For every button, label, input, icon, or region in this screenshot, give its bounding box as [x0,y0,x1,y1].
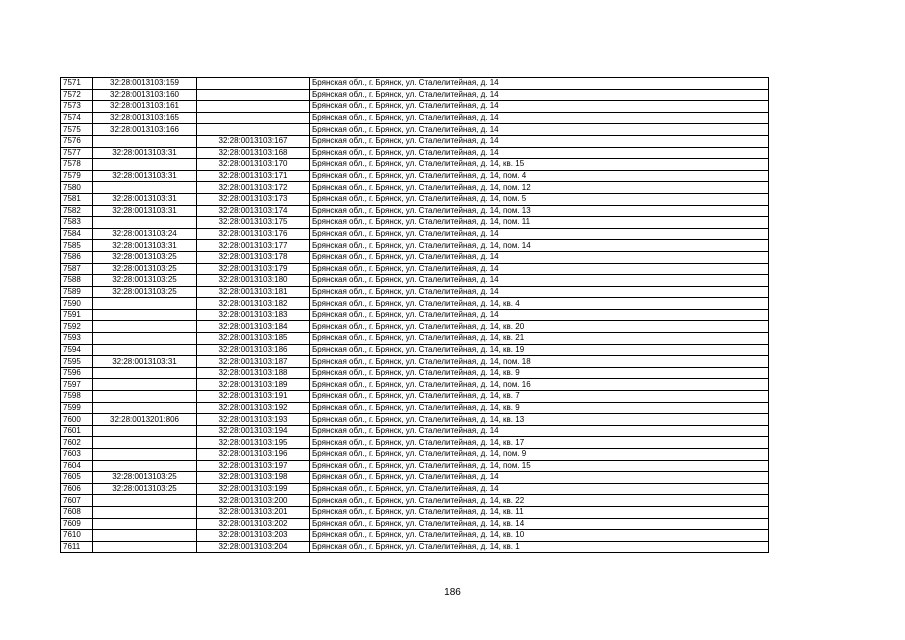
cadastral-number-cell: 32:28:0013103:191 [197,391,310,403]
parent-cadastral-number-cell [93,402,197,414]
address-cell: Брянская обл., г. Брянск, ул. Сталелитейная, д. 14 [310,275,769,287]
address-cell: Брянская обл., г. Брянск, ул. Сталелитейная, д. 14, кв. 9 [310,402,769,414]
row-number-cell: 7578 [61,159,93,171]
address-cell: Брянская обл., г. Брянск, ул. Сталелитейная, д. 14 [310,309,769,321]
table-row [61,78,769,90]
table-row [61,495,769,507]
table-row [61,159,769,171]
table-row [61,449,769,461]
address-cell: Брянская обл., г. Брянск, ул. Сталелитейная, д. 14 [310,101,769,113]
cadastral-number-cell [197,78,310,90]
parent-cadastral-number-cell: 32:28:0013103:25 [93,275,197,287]
cadastral-number-cell [197,101,310,113]
address-cell: Брянская обл., г. Брянск, ул. Сталелитейная, д. 14, кв. 20 [310,321,769,333]
cadastral-number-cell: 32:28:0013103:183 [197,309,310,321]
address-cell: Брянская обл., г. Брянск, ул. Сталелитейная, д. 14 [310,472,769,484]
address-cell: Брянская обл., г. Брянск, ул. Сталелитейная, д. 14, кв. 1 [310,541,769,553]
row-number-cell: 7589 [61,286,93,298]
parent-cadastral-number-cell [93,460,197,472]
table-row [61,437,769,449]
table-row [61,251,769,263]
cadastral-number-cell: 32:28:0013103:193 [197,414,310,426]
parent-cadastral-number-cell [93,518,197,530]
table-row [61,205,769,217]
address-cell: Брянская обл., г. Брянск, ул. Сталелитейная, д. 14, пом. 14 [310,240,769,252]
cadastral-number-cell: 32:28:0013103:197 [197,460,310,472]
table-row [61,89,769,101]
row-number-cell: 7573 [61,101,93,113]
cadastral-number-cell: 32:28:0013103:181 [197,286,310,298]
table-row [61,506,769,518]
table-row [61,402,769,414]
cadastral-number-cell [197,124,310,136]
cadastral-number-cell: 32:28:0013103:201 [197,506,310,518]
row-number-cell: 7603 [61,449,93,461]
parent-cadastral-number-cell [93,333,197,345]
address-cell: Брянская обл., г. Брянск, ул. Сталелитейная, д. 14 [310,78,769,90]
parent-cadastral-number-cell: 32:28:0013103:165 [93,112,197,124]
address-cell: Брянская обл., г. Брянск, ул. Сталелитейная, д. 14, кв. 15 [310,159,769,171]
row-number-cell: 7606 [61,483,93,495]
parent-cadastral-number-cell: 32:28:0013103:25 [93,263,197,275]
cadastral-number-cell: 32:28:0013103:184 [197,321,310,333]
parent-cadastral-number-cell: 32:28:0013103:161 [93,101,197,113]
parent-cadastral-number-cell [93,159,197,171]
address-cell: Брянская обл., г. Брянск, ул. Сталелитейная, д. 14, пом. 15 [310,460,769,472]
address-cell: Брянская обл., г. Брянск, ул. Сталелитейная, д. 14, кв. 4 [310,298,769,310]
row-number-cell: 7574 [61,112,93,124]
address-cell: Брянская обл., г. Брянск, ул. Сталелитейная, д. 14 [310,425,769,437]
registry-table [60,77,769,553]
cadastral-number-cell [197,112,310,124]
parent-cadastral-number-cell [93,437,197,449]
parent-cadastral-number-cell [93,425,197,437]
cadastral-number-cell: 32:28:0013103:167 [197,135,310,147]
address-cell: Брянская обл., г. Брянск, ул. Сталелитейная, д. 14, пом. 12 [310,182,769,194]
table-row [61,530,769,542]
table-row [61,414,769,426]
row-number-cell: 7579 [61,170,93,182]
cadastral-number-cell: 32:28:0013103:200 [197,495,310,507]
cadastral-number-cell: 32:28:0013103:173 [197,193,310,205]
cadastral-number-cell: 32:28:0013103:172 [197,182,310,194]
row-number-cell: 7582 [61,205,93,217]
cadastral-number-cell: 32:28:0013103:171 [197,170,310,182]
table-row [61,333,769,345]
parent-cadastral-number-cell: 32:28:0013103:159 [93,78,197,90]
row-number-cell: 7576 [61,135,93,147]
table-row [61,101,769,113]
row-number-cell: 7610 [61,530,93,542]
address-cell: Брянская обл., г. Брянск, ул. Сталелитейная, д. 14 [310,263,769,275]
row-number-cell: 7593 [61,333,93,345]
table-row [61,472,769,484]
row-number-cell: 7581 [61,193,93,205]
address-cell: Брянская обл., г. Брянск, ул. Сталелитейная, д. 14, кв. 11 [310,506,769,518]
cadastral-number-cell: 32:28:0013103:182 [197,298,310,310]
cadastral-number-cell: 32:28:0013103:195 [197,437,310,449]
table-row [61,182,769,194]
address-cell: Брянская обл., г. Брянск, ул. Сталелитейная, д. 14, кв. 10 [310,530,769,542]
cadastral-number-cell: 32:28:0013103:194 [197,425,310,437]
row-number-cell: 7604 [61,460,93,472]
table-row [61,321,769,333]
address-cell: Брянская обл., г. Брянск, ул. Сталелитейная, д. 14 [310,147,769,159]
cadastral-number-cell: 32:28:0013103:177 [197,240,310,252]
address-cell: Брянская обл., г. Брянск, ул. Сталелитейная, д. 14, кв. 9 [310,367,769,379]
row-number-cell: 7601 [61,425,93,437]
parent-cadastral-number-cell [93,495,197,507]
cadastral-number-cell: 32:28:0013103:189 [197,379,310,391]
table-row [61,135,769,147]
table-row [61,263,769,275]
cadastral-number-cell: 32:28:0013103:204 [197,541,310,553]
cadastral-number-cell: 32:28:0013103:168 [197,147,310,159]
cadastral-number-cell [197,89,310,101]
row-number-cell: 7587 [61,263,93,275]
row-number-cell: 7599 [61,402,93,414]
table-row [61,391,769,403]
row-number-cell: 7575 [61,124,93,136]
table-row [61,124,769,136]
row-number-cell: 7584 [61,228,93,240]
parent-cadastral-number-cell: 32:28:0013103:160 [93,89,197,101]
row-number-cell: 7594 [61,344,93,356]
parent-cadastral-number-cell [93,135,197,147]
row-number-cell: 7608 [61,506,93,518]
table-row [61,541,769,553]
row-number-cell: 7605 [61,472,93,484]
address-cell: Брянская обл., г. Брянск, ул. Сталелитейная, д. 14, пом. 11 [310,217,769,229]
address-cell: Брянская обл., г. Брянск, ул. Сталелитейная, д. 14, кв. 21 [310,333,769,345]
parent-cadastral-number-cell: 32:28:0013103:25 [93,251,197,263]
table-row [61,309,769,321]
row-number-cell: 7590 [61,298,93,310]
parent-cadastral-number-cell: 32:28:0013103:166 [93,124,197,136]
parent-cadastral-number-cell: 32:28:0013103:31 [93,240,197,252]
row-number-cell: 7607 [61,495,93,507]
cadastral-number-cell: 32:28:0013103:199 [197,483,310,495]
address-cell: Брянская обл., г. Брянск, ул. Сталелитейная, д. 14, пом. 13 [310,205,769,217]
cadastral-number-cell: 32:28:0013103:202 [197,518,310,530]
table-row [61,286,769,298]
table-row [61,483,769,495]
table-row [61,298,769,310]
row-number-cell: 7588 [61,275,93,287]
cadastral-number-cell: 32:28:0013103:178 [197,251,310,263]
cadastral-number-cell: 32:28:0013103:170 [197,159,310,171]
table-row [61,356,769,368]
cadastral-number-cell: 32:28:0013103:175 [197,217,310,229]
row-number-cell: 7602 [61,437,93,449]
table-row [61,170,769,182]
parent-cadastral-number-cell [93,344,197,356]
row-number-cell: 7595 [61,356,93,368]
row-number-cell: 7597 [61,379,93,391]
address-cell: Брянская обл., г. Брянск, ул. Сталелитейная, д. 14 [310,251,769,263]
cadastral-number-cell: 32:28:0013103:198 [197,472,310,484]
table-row [61,518,769,530]
cadastral-number-cell: 32:28:0013103:196 [197,449,310,461]
table-row [61,228,769,240]
parent-cadastral-number-cell [93,309,197,321]
parent-cadastral-number-cell [93,367,197,379]
row-number-cell: 7577 [61,147,93,159]
parent-cadastral-number-cell: 32:28:0013103:24 [93,228,197,240]
row-number-cell: 7586 [61,251,93,263]
address-cell: Брянская обл., г. Брянск, ул. Сталелитейная, д. 14, пом. 9 [310,449,769,461]
parent-cadastral-number-cell: 32:28:0013201:806 [93,414,197,426]
row-number-cell: 7591 [61,309,93,321]
parent-cadastral-number-cell [93,541,197,553]
parent-cadastral-number-cell [93,217,197,229]
row-number-cell: 7583 [61,217,93,229]
row-number-cell: 7592 [61,321,93,333]
table-row [61,344,769,356]
address-cell: Брянская обл., г. Брянск, ул. Сталелитейная, д. 14, пом. 4 [310,170,769,182]
address-cell: Брянская обл., г. Брянск, ул. Сталелитейная, д. 14 [310,286,769,298]
parent-cadastral-number-cell [93,449,197,461]
parent-cadastral-number-cell [93,182,197,194]
address-cell: Брянская обл., г. Брянск, ул. Сталелитейная, д. 14, кв. 14 [310,518,769,530]
table-row [61,275,769,287]
row-number-cell: 7596 [61,367,93,379]
row-number-cell: 7572 [61,89,93,101]
address-cell: Брянская обл., г. Брянск, ул. Сталелитейная, д. 14, кв. 17 [310,437,769,449]
table-row [61,193,769,205]
cadastral-number-cell: 32:28:0013103:203 [197,530,310,542]
address-cell: Брянская обл., г. Брянск, ул. Сталелитейная, д. 14 [310,89,769,101]
address-cell: Брянская обл., г. Брянск, ул. Сталелитейная, д. 14, пом. 5 [310,193,769,205]
cadastral-number-cell: 32:28:0013103:192 [197,402,310,414]
cadastral-number-cell: 32:28:0013103:174 [197,205,310,217]
parent-cadastral-number-cell: 32:28:0013103:31 [93,205,197,217]
parent-cadastral-number-cell: 32:28:0013103:31 [93,170,197,182]
address-cell: Брянская обл., г. Брянск, ул. Сталелитейная, д. 14, пом. 18 [310,356,769,368]
parent-cadastral-number-cell [93,321,197,333]
row-number-cell: 7598 [61,391,93,403]
cadastral-number-cell: 32:28:0013103:180 [197,275,310,287]
address-cell: Брянская обл., г. Брянск, ул. Сталелитейная, д. 14 [310,135,769,147]
parent-cadastral-number-cell [93,379,197,391]
parent-cadastral-number-cell: 32:28:0013103:25 [93,286,197,298]
registry-table-body [61,78,769,553]
parent-cadastral-number-cell: 32:28:0013103:25 [93,472,197,484]
parent-cadastral-number-cell: 32:28:0013103:31 [93,356,197,368]
address-cell: Брянская обл., г. Брянск, ул. Сталелитейная, д. 14, кв. 22 [310,495,769,507]
table-row [61,147,769,159]
table-row [61,367,769,379]
parent-cadastral-number-cell [93,530,197,542]
table-row [61,460,769,472]
cadastral-number-cell: 32:28:0013103:185 [197,333,310,345]
address-cell: Брянская обл., г. Брянск, ул. Сталелитейная, д. 14 [310,483,769,495]
page-number: 186 [444,587,461,598]
address-cell: Брянская обл., г. Брянск, ул. Сталелитейная, д. 14 [310,228,769,240]
table-row [61,240,769,252]
cadastral-number-cell: 32:28:0013103:176 [197,228,310,240]
parent-cadastral-number-cell: 32:28:0013103:25 [93,483,197,495]
parent-cadastral-number-cell [93,298,197,310]
row-number-cell: 7571 [61,78,93,90]
address-cell: Брянская обл., г. Брянск, ул. Сталелитейная, д. 14, кв. 19 [310,344,769,356]
row-number-cell: 7609 [61,518,93,530]
parent-cadastral-number-cell: 32:28:0013103:31 [93,147,197,159]
address-cell: Брянская обл., г. Брянск, ул. Сталелитейная, д. 14 [310,112,769,124]
table-row [61,425,769,437]
parent-cadastral-number-cell [93,391,197,403]
address-cell: Брянская обл., г. Брянск, ул. Сталелитейная, д. 14, кв. 13 [310,414,769,426]
table-row [61,112,769,124]
row-number-cell: 7580 [61,182,93,194]
cadastral-number-cell: 32:28:0013103:179 [197,263,310,275]
table-row [61,217,769,229]
address-cell: Брянская обл., г. Брянск, ул. Сталелитейная, д. 14 [310,124,769,136]
parent-cadastral-number-cell: 32:28:0013103:31 [93,193,197,205]
cadastral-number-cell: 32:28:0013103:188 [197,367,310,379]
parent-cadastral-number-cell [93,506,197,518]
cadastral-number-cell: 32:28:0013103:186 [197,344,310,356]
table-row [61,379,769,391]
address-cell: Брянская обл., г. Брянск, ул. Сталелитейная, д. 14, пом. 16 [310,379,769,391]
row-number-cell: 7585 [61,240,93,252]
row-number-cell: 7611 [61,541,93,553]
row-number-cell: 7600 [61,414,93,426]
address-cell: Брянская обл., г. Брянск, ул. Сталелитейная, д. 14, кв. 7 [310,391,769,403]
cadastral-number-cell: 32:28:0013103:187 [197,356,310,368]
